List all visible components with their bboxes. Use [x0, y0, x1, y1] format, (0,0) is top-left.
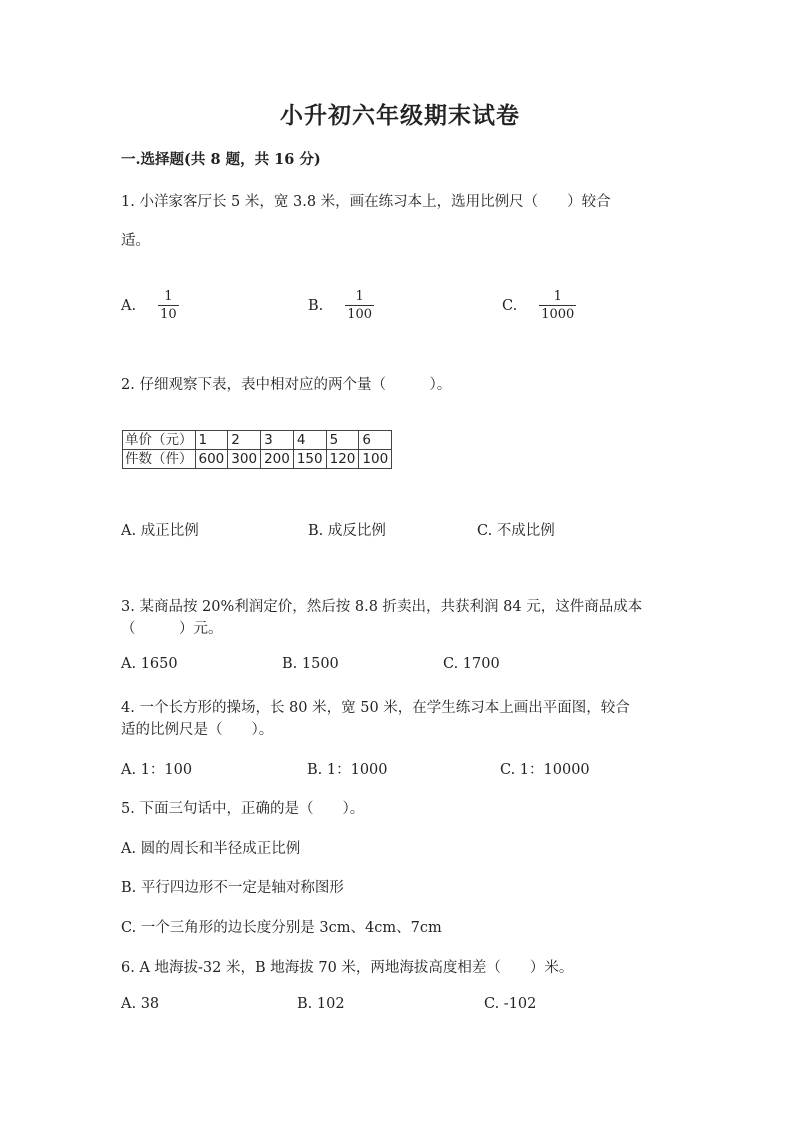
question-2-text: 2. 仔细观察下表，表中相对应的两个量（ ）。	[121, 377, 452, 393]
table-row	[123, 431, 392, 450]
question-2-option-a: A. 成正比例	[121, 523, 199, 539]
question-5-text: 5. 下面三句话中，正确的是（ ）。	[121, 801, 365, 817]
table-row	[123, 450, 392, 469]
question-1-text-cont: 适。	[121, 233, 150, 249]
question-1-option-b	[308, 289, 374, 322]
fraction-numerator: 1	[355, 289, 364, 304]
question-5-option-a: A. 圆的周长和半径成正比例	[121, 841, 301, 857]
table-cell: 1	[195, 431, 228, 450]
table-cell: 4	[293, 431, 326, 450]
table-cell: 单价（元）	[123, 431, 196, 450]
option-label: C.	[502, 297, 518, 314]
table-cell: 3	[261, 431, 294, 450]
question-6-option-c: C. -102	[484, 996, 537, 1012]
question-1-option-a	[121, 289, 179, 322]
table-cell: 150	[293, 450, 326, 469]
section-heading: 一.选择题(共 8 题，共 16 分)	[121, 151, 321, 168]
question-2-option-b: B. 成反比例	[308, 523, 386, 539]
table-cell: 2	[228, 431, 261, 450]
question-3-text-cont: （ ）元。	[121, 621, 223, 637]
question-4-option-a: A. 1：100	[121, 762, 193, 778]
question-4-text: 4. 一个长方形的操场，长 80 米，宽 50 米，在学生练习本上画出平面图，较合	[121, 700, 630, 716]
question-3-option-c: C. 1700	[443, 656, 500, 672]
table-cell: 6	[359, 431, 392, 450]
table-cell: 100	[359, 450, 392, 469]
question-4-option-b: B. 1：1000	[307, 762, 388, 778]
fraction-bar	[158, 305, 179, 306]
fraction	[345, 289, 374, 322]
fraction-denominator: 1000	[541, 307, 575, 322]
fraction-numerator: 1	[553, 289, 562, 304]
fraction-denominator: 100	[347, 307, 373, 322]
table-cell: 5	[326, 431, 359, 450]
fraction	[539, 289, 576, 322]
question-5-option-c: C. 一个三角形的边长度分别是 3cm、4cm、7cm	[121, 920, 442, 936]
table-cell: 件数（件）	[123, 450, 196, 469]
page-title: 小升初六年级期末试卷	[280, 102, 520, 129]
question-6-text: 6. A 地海拔-32 米，B 地海拔 70 米，两地海拔高度相差（ ）米。	[121, 960, 574, 976]
question-1-text: 1. 小洋家客厅长 5 米，宽 3.8 米，画在练习本上，选用比例尺（ ）较合	[121, 194, 611, 210]
question-5-option-b: B. 平行四边形不一定是轴对称图形	[121, 880, 344, 896]
question-1-option-c	[502, 289, 576, 322]
table-cell: 120	[326, 450, 359, 469]
option-label: B.	[308, 297, 324, 314]
table-cell: 200	[261, 450, 294, 469]
option-label: A.	[121, 297, 137, 314]
question-6-option-b: B. 102	[297, 996, 345, 1012]
fraction-denominator: 10	[160, 307, 177, 322]
fraction-numerator: 1	[164, 289, 173, 304]
question-4-option-c: C. 1：10000	[500, 762, 590, 778]
fraction	[158, 289, 179, 322]
question-3-text: 3. 某商品按 20%利润定价，然后按 8.8 折卖出，共获利润 84 元，这件商品成本	[121, 599, 643, 615]
question-3-option-a: A. 1650	[121, 656, 178, 672]
table-cell: 600	[195, 450, 228, 469]
question-2-option-c: C. 不成比例	[477, 523, 555, 539]
fraction-bar	[539, 305, 576, 306]
question-4-text-cont: 适的比例尺是（ ）。	[121, 722, 274, 738]
question-3-option-b: B. 1500	[282, 656, 339, 672]
question-6-option-a: A. 38	[121, 996, 160, 1012]
table-cell: 300	[228, 450, 261, 469]
fraction-bar	[345, 305, 374, 306]
price-quantity-table	[122, 430, 392, 469]
